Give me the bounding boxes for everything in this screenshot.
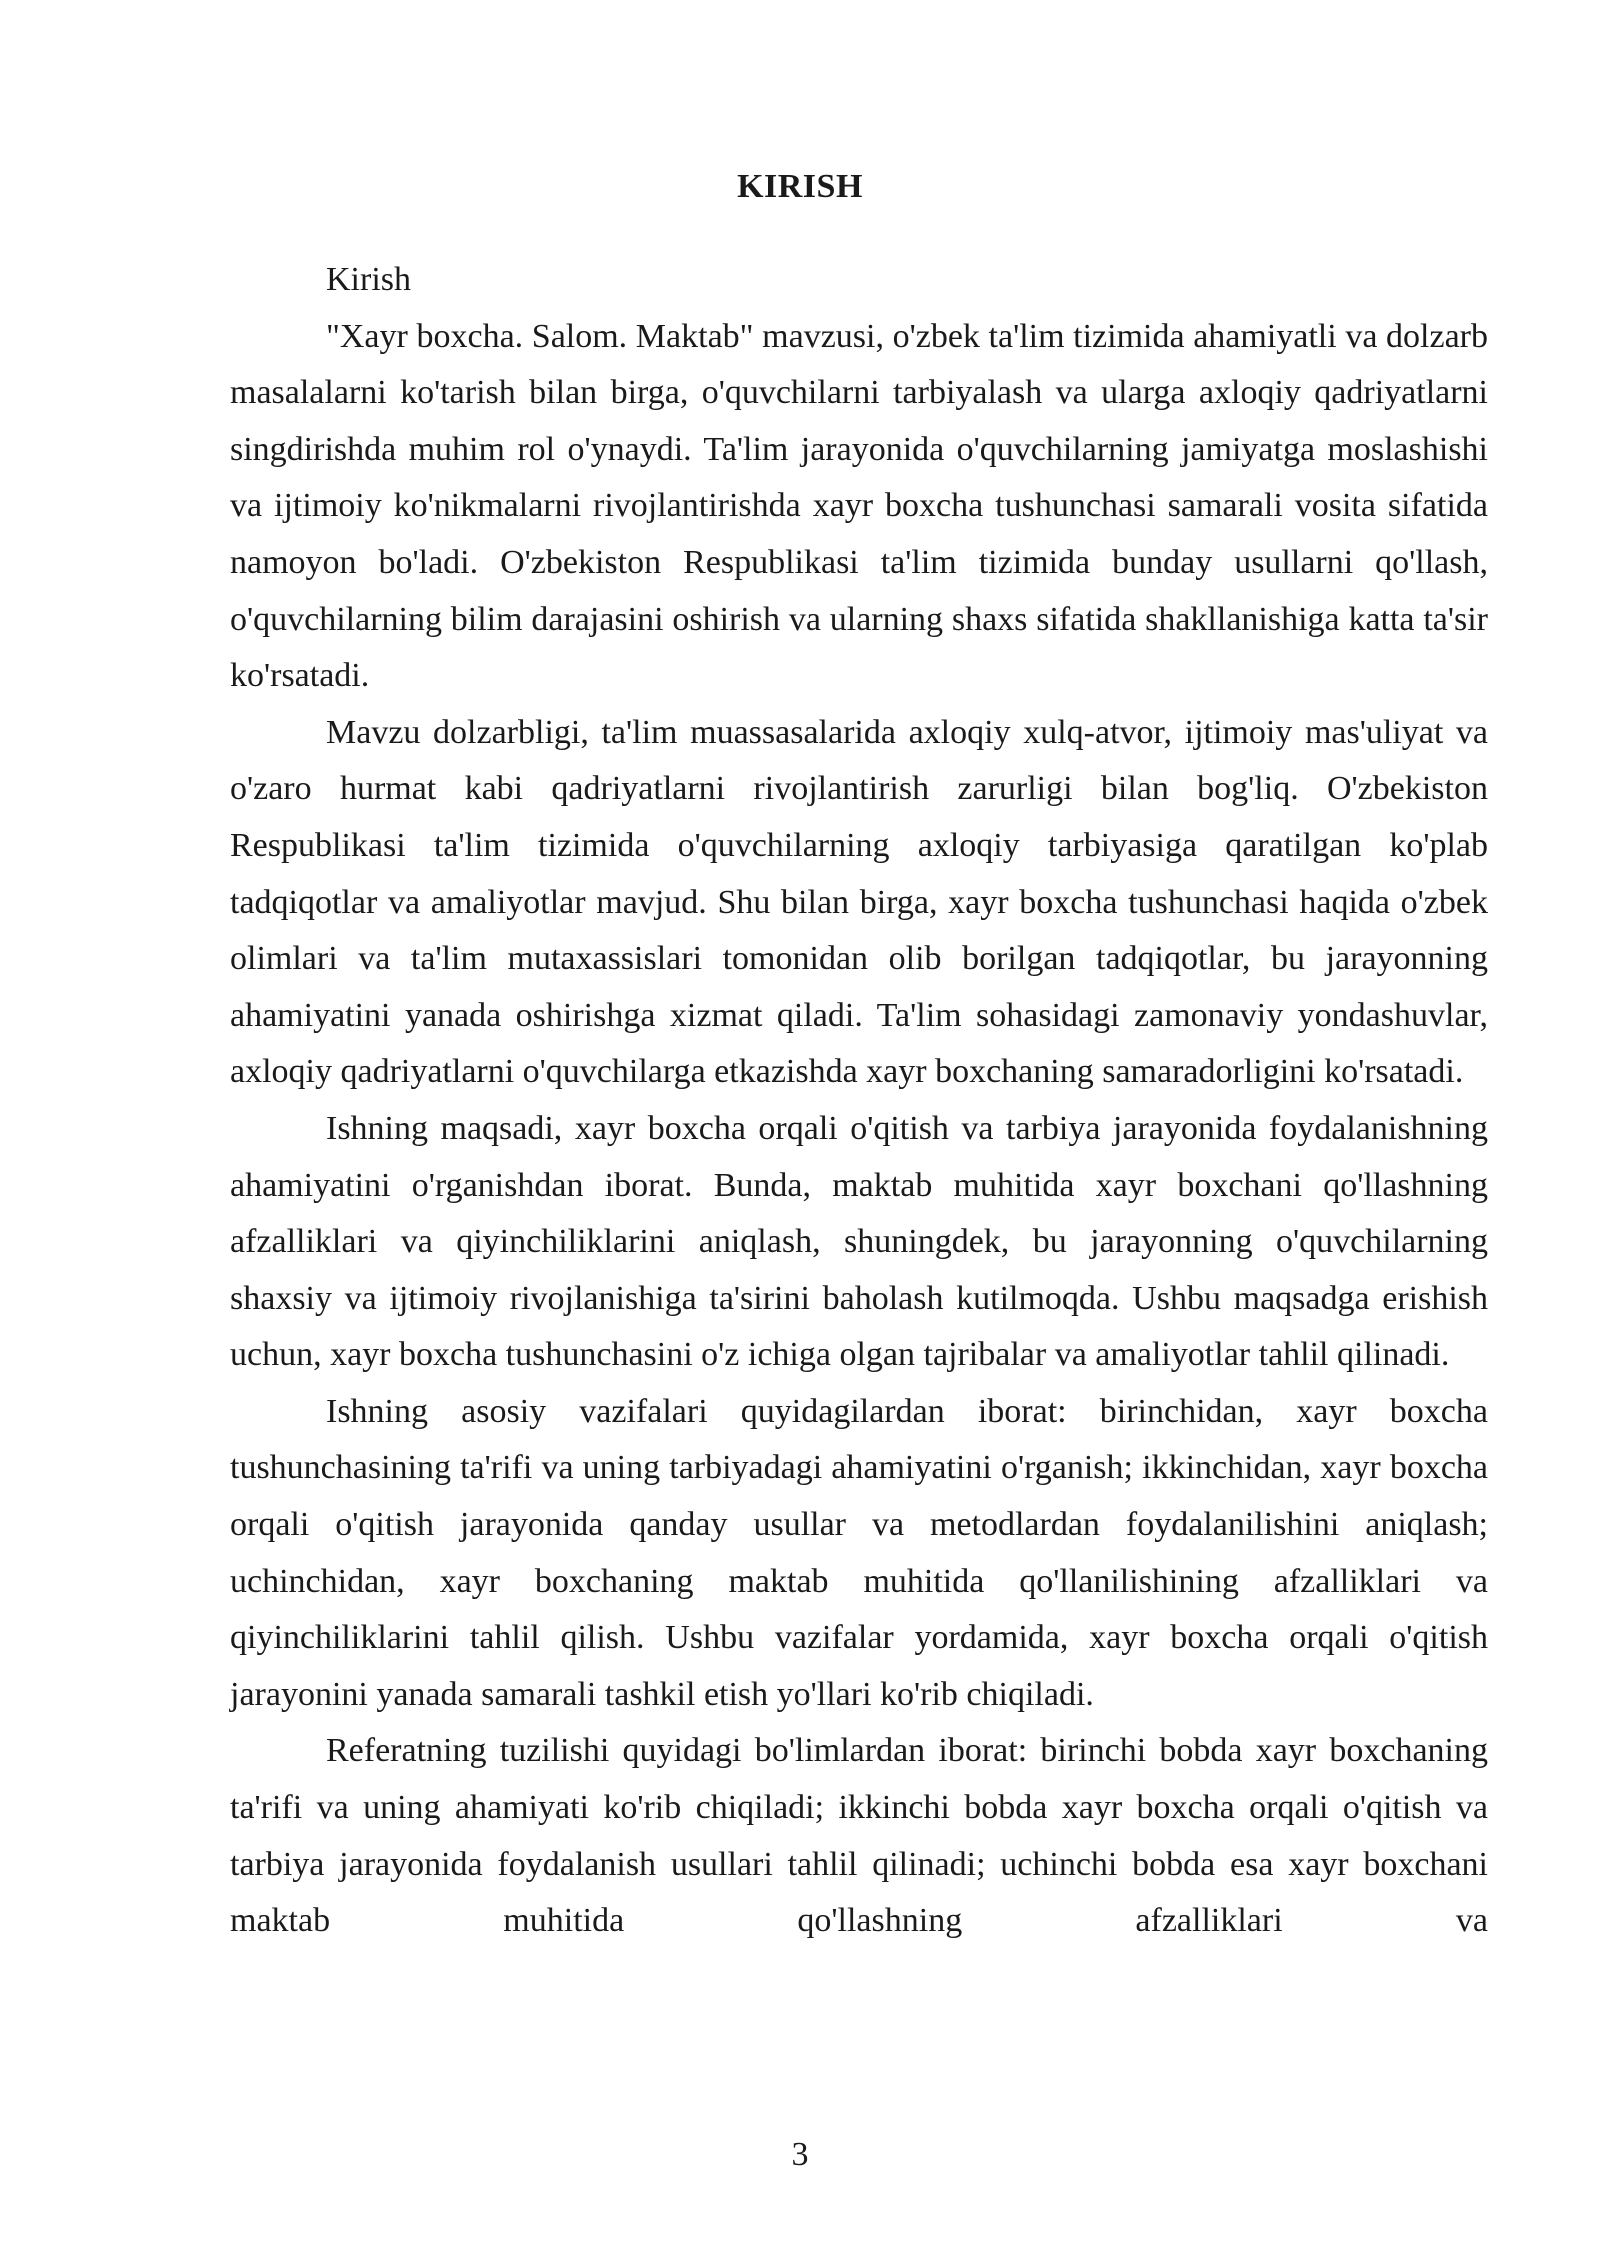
page-title: KIRISH [737,168,863,205]
paragraph: Ishning maqsadi, xayr boxcha orqali o'qitish va tarbiya jarayonida foydalanishning ahamiyatini o'rganishdan iborat. Bunda, maktab muhitida xayr boxchani qo'llashning afzalliklari va qiyinchiliklarini aniqlash, shuningdek, bu jarayonning o'quvchilarning shaxsiy va ijtimoiy rivojlanishiga ta'sirini baholash kutilmoqda. Ushbu maqsadga erishish uchun, xayr boxcha tushunchasini o'z ichiga olgan tajribalar va amaliyotlar tahlil qilinadi. [230,1109,1488,1374]
paragraph: "Xayr boxcha. Salom. Maktab" mavzusi, o'zbek ta'lim tizimida ahamiyatli va dolzarb masalalarni ko'tarish bilan birga, o'quvchilarni tarbiyalash va ularga axloqiy qadriyatlarni singdirishda muhim rol o'ynaydi. Ta'lim jarayonida o'quvchilarning jamiyatga moslashishi va ijtimoiy ko'nikmalarni rivojlantirishda xayr boxcha tushunchasi samarali vosita sifatida namoyon bo'ladi. O'zbekiston Respublikasi ta'lim tizimida bunday usullarni qo'llash, o'quvchilarning bilim darajasini oshirish va ularning shaxs sifatida shakllanishiga katta ta'sir ko'rsatadi. [230,317,1488,695]
document-body [230,252,1488,1950]
page-number: 3 [791,2136,809,2173]
paragraph: Ishning asosiy vazifalari quyidagilardan iborat: birinchidan, xayr boxcha tushunchasining ta'rifi va uning tarbiyadagi ahamiyatini o'rganish; ikkinchidan, xayr boxcha orqali o'qitish jarayonida qanday usullar va metodlardan foydalanilishini aniqlash; uchinchidan, xayr boxchaning maktab muhitida qo'llanilishining afzalliklari va qiyinchiliklarini tahlil qilish. Ushbu vazifalar yordamida, xayr boxcha orqali o'qitish jarayonini yanada samarali tashkil etish yo'llari ko'rib chiqiladi. [230,1392,1488,1713]
paragraph: Referatning tuzilishi quyidagi bo'limlardan iborat: birinchi bobda xayr boxchaning ta'rifi va uning ahamiyati ko'rib chiqiladi; ikkinchi bobda xayr boxcha orqali o'qitish va tarbiya jarayonida foydalanish usullari tahlil qilinadi; uchinchi bobda esa xayr boxchani maktab muhitida qo'llashning afzalliklari va [230,1732,1488,1940]
paragraph-heading: Kirish [326,261,411,298]
paragraph: Mavzu dolzarbligi, ta'lim muassasalarida axloqiy xulq-atvor, ijtimoiy mas'uliyat va o'zaro hurmat kabi qadriyatlarni rivojlantirish zarurligi bilan bog'liq. O'zbekiston Respublikasi ta'lim tizimida o'quvchilarning axloqiy tarbiyasiga qaratilgan ko'plab tadqiqotlar va amaliyotlar mavjud. Shu bilan birga, xayr boxcha tushunchasi haqida o'zbek olimlari va ta'lim mutaxassislari tomonidan olib borilgan tadqiqotlar, bu jarayonning ahamiyatini yanada oshirishga xizmat qiladi. Ta'lim sohasidagi zamonaviy yondashuvlar, axloqiy qadriyatlarni o'quvchilarga etkazishda xayr boxchaning samaradorligini ko'rsatadi. [230,713,1488,1091]
